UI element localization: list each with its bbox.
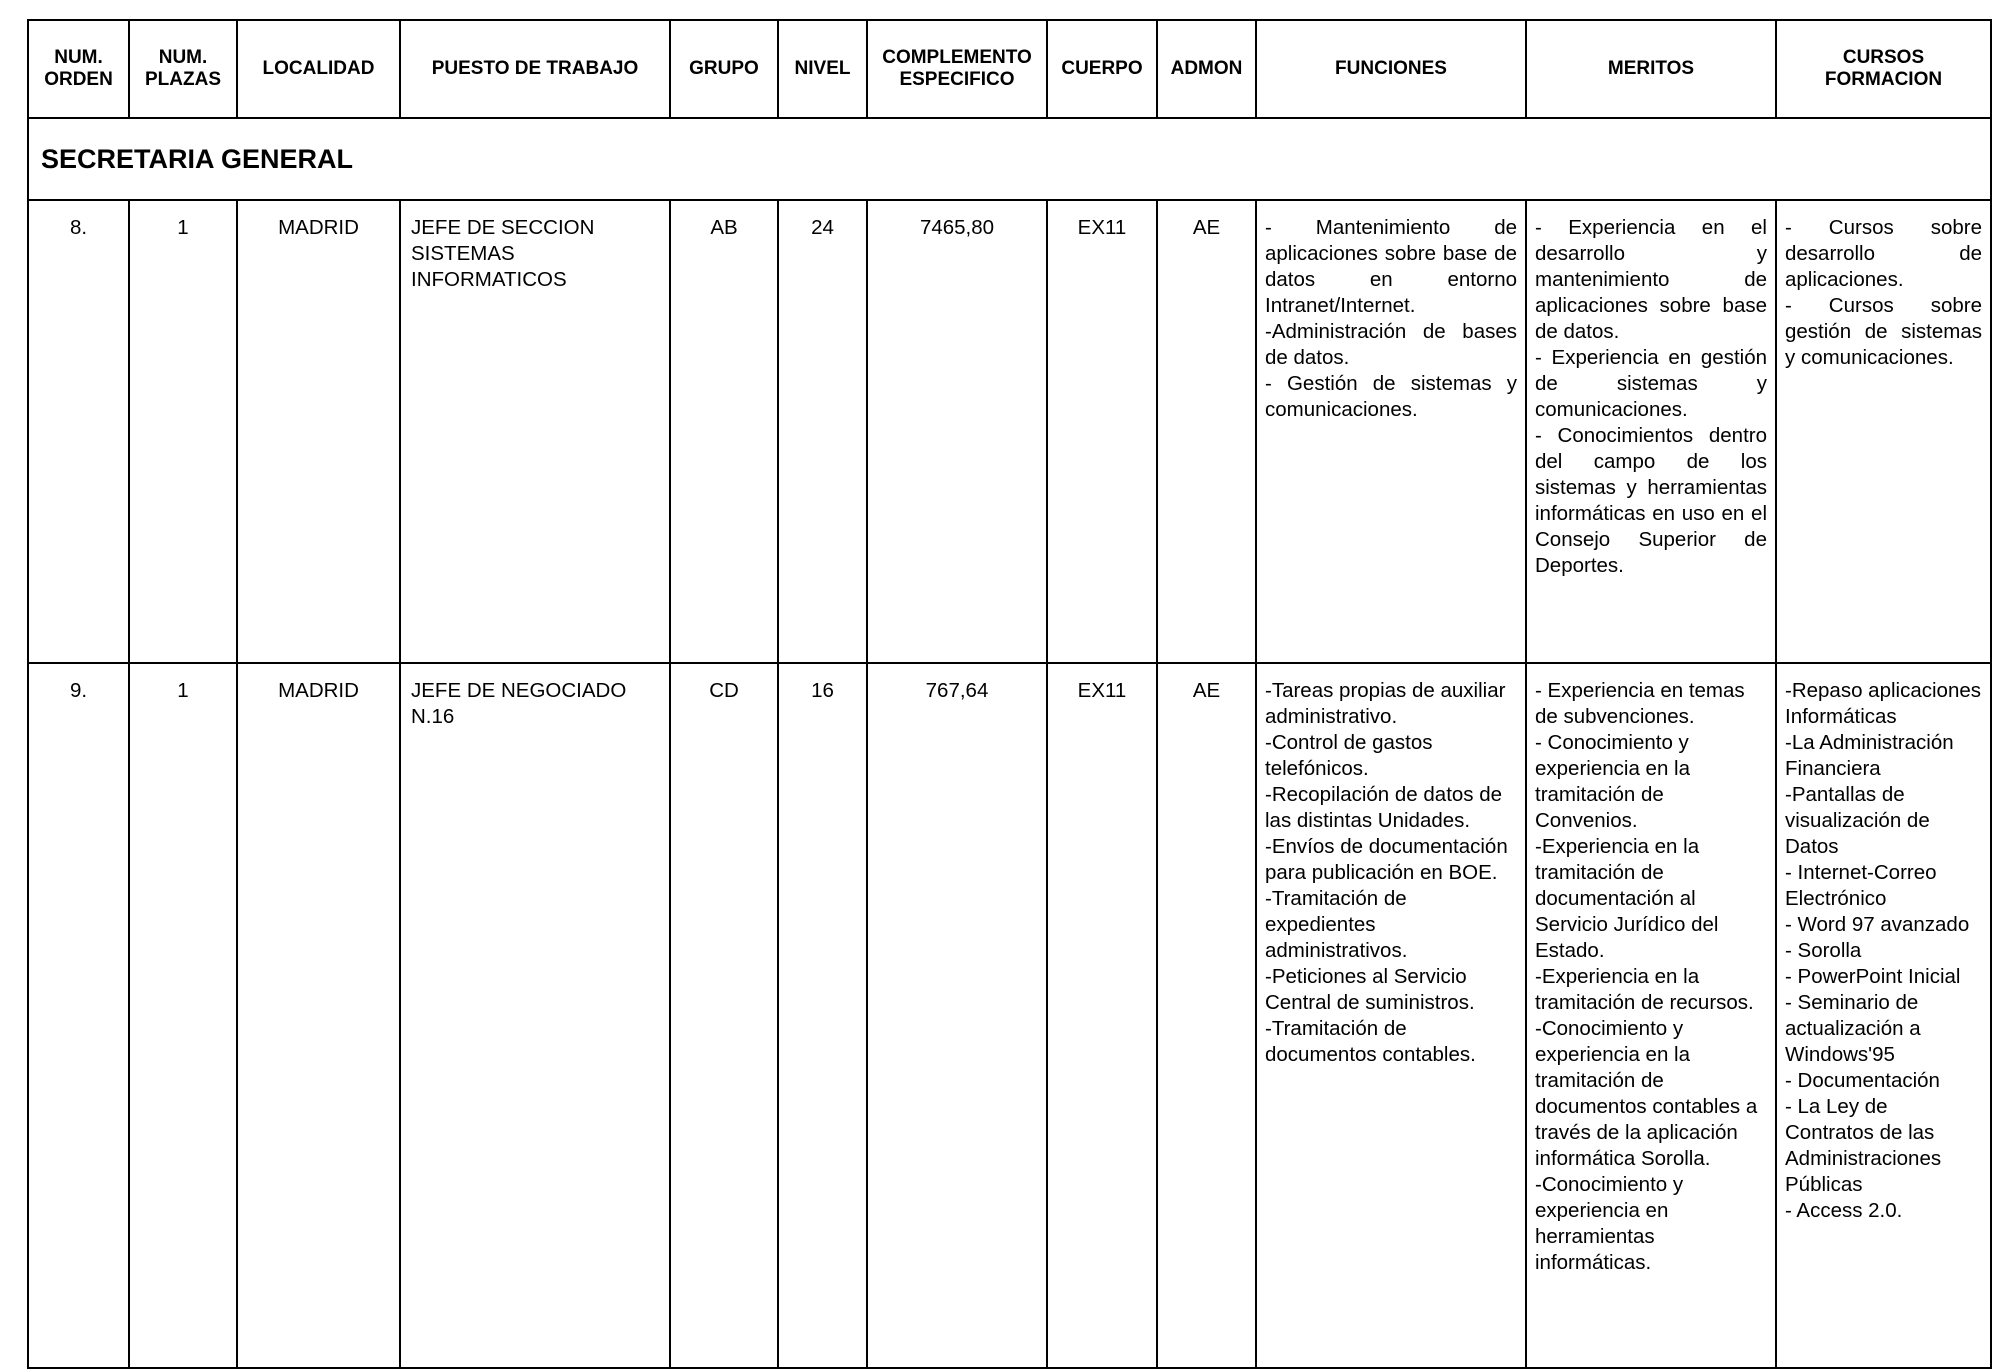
cell-nivel: 16 [778,663,867,1368]
cell-num-plazas: 1 [129,663,237,1368]
cell-cuerpo: EX11 [1047,200,1157,663]
cursos-item: - Cursos sobre desarrollo de aplicaciones. [1785,216,1982,291]
cursos-item: -Pantallas de visualización de Datos [1785,783,1930,858]
header-cursos: CURSOS FORMACION [1776,20,1991,118]
meritos-item: - Conocimientos dentro del campo de los sistemas y herramientas informáticas en uso en el Consejo Superior de Deportes. [1535,424,1767,577]
cell-complemento: 7465,80 [867,200,1047,663]
meritos-item: -Experiencia en la tramitación de documentación al Servicio Jurídico del Estado. [1535,835,1719,962]
cell-cursos [1776,200,1991,663]
table-row [28,663,1991,1368]
funciones-item: -Envíos de documentación para publicación en BOE. [1265,835,1508,884]
cell-cuerpo: EX11 [1047,663,1157,1368]
meritos-item: - Conocimiento y experiencia en la tramitación de Convenios. [1535,731,1690,832]
cell-localidad: MADRID [237,663,400,1368]
header-grupo: GRUPO [670,20,778,118]
cursos-item: - La Ley de Contratos de las Administraciones Públicas [1785,1095,1942,1196]
cell-complemento: 767,64 [867,663,1047,1368]
cell-funciones [1256,663,1526,1368]
meritos-item: - Experiencia en gestión de sistemas y comunicaciones. [1535,346,1767,421]
header-funciones: FUNCIONES [1256,20,1526,118]
header-meritos: MERITOS [1526,20,1776,118]
header-nivel: NIVEL [778,20,867,118]
funciones-item: -Tareas propias de auxiliar administrativo. [1265,679,1506,728]
header-num-plazas: NUM. PLAZAS [129,20,237,118]
cursos-item: -La Administración Financiera [1785,731,1954,780]
cell-num-plazas: 1 [129,200,237,663]
section-title: SECRETARIA GENERAL [28,118,1991,200]
cursos-item: - Access 2.0. [1785,1199,1903,1222]
cell-funciones [1256,200,1526,663]
section-row [28,118,1991,200]
cursos-item: - Cursos sobre gestión de sistemas y comunicaciones. [1785,294,1982,369]
cursos-item: - PowerPoint Inicial [1785,965,1961,988]
cell-num-orden: 8. [28,200,129,663]
funciones-item: -Recopilación de datos de las distintas Unidades. [1265,783,1503,832]
job-positions-table [27,19,1992,1369]
meritos-item: - Experiencia en el desarrollo y mantenimiento de aplicaciones sobre base de datos. [1535,216,1767,343]
cell-cursos [1776,663,1991,1368]
header-cuerpo: CUERPO [1047,20,1157,118]
table-row [28,200,1991,663]
funciones-item: - Mantenimiento de aplicaciones sobre base de datos en entorno Intranet/Internet. [1265,216,1517,317]
cell-meritos [1526,200,1776,663]
meritos-item: - Experiencia en temas de subvenciones. [1535,679,1745,728]
header-complemento: COMPLEMENTO ESPECIFICO [867,20,1047,118]
meritos-item: -Conocimiento y experiencia en herramientas informáticas. [1535,1173,1684,1274]
cell-num-orden: 9. [28,663,129,1368]
cell-meritos [1526,663,1776,1368]
header-admon: ADMON [1157,20,1256,118]
meritos-item: -Experiencia en la tramitación de recursos. [1535,965,1754,1014]
cell-nivel: 24 [778,200,867,663]
meritos-item: -Conocimiento y experiencia en la tramitación de documentos contables a través de la aplicación informática Sorolla. [1535,1017,1758,1170]
cursos-item: - Internet-Correo Electrónico [1785,861,1937,910]
cursos-item: - Documentación [1785,1069,1940,1092]
funciones-item: -Control de gastos telefónicos. [1265,731,1433,780]
cell-grupo: CD [670,663,778,1368]
funciones-item: - Gestión de sistemas y comunicaciones. [1265,372,1517,421]
funciones-item: -Administración de bases de datos. [1265,320,1517,369]
funciones-item: -Peticiones al Servicio Central de suministros. [1265,965,1475,1014]
header-num-orden: NUM. ORDEN [28,20,129,118]
header-localidad: LOCALIDAD [237,20,400,118]
cursos-item: - Word 97 avanzado [1785,913,1970,936]
cursos-item: - Sorolla [1785,939,1862,962]
cursos-item: -Repaso aplicaciones Informáticas [1785,679,1982,728]
cell-puesto: JEFE DE SECCION SISTEMAS INFORMATICOS [400,200,670,663]
cursos-item: - Seminario de actualización a Windows'95 [1785,991,1921,1066]
funciones-item: -Tramitación de documentos contables. [1265,1017,1476,1066]
cell-admon: AE [1157,200,1256,663]
funciones-item: -Tramitación de expedientes administrativos. [1265,887,1408,962]
header-row [28,20,1991,118]
cell-puesto: JEFE DE NEGOCIADO N.16 [400,663,670,1368]
cell-grupo: AB [670,200,778,663]
cell-localidad: MADRID [237,200,400,663]
cell-admon: AE [1157,663,1256,1368]
header-puesto: PUESTO DE TRABAJO [400,20,670,118]
